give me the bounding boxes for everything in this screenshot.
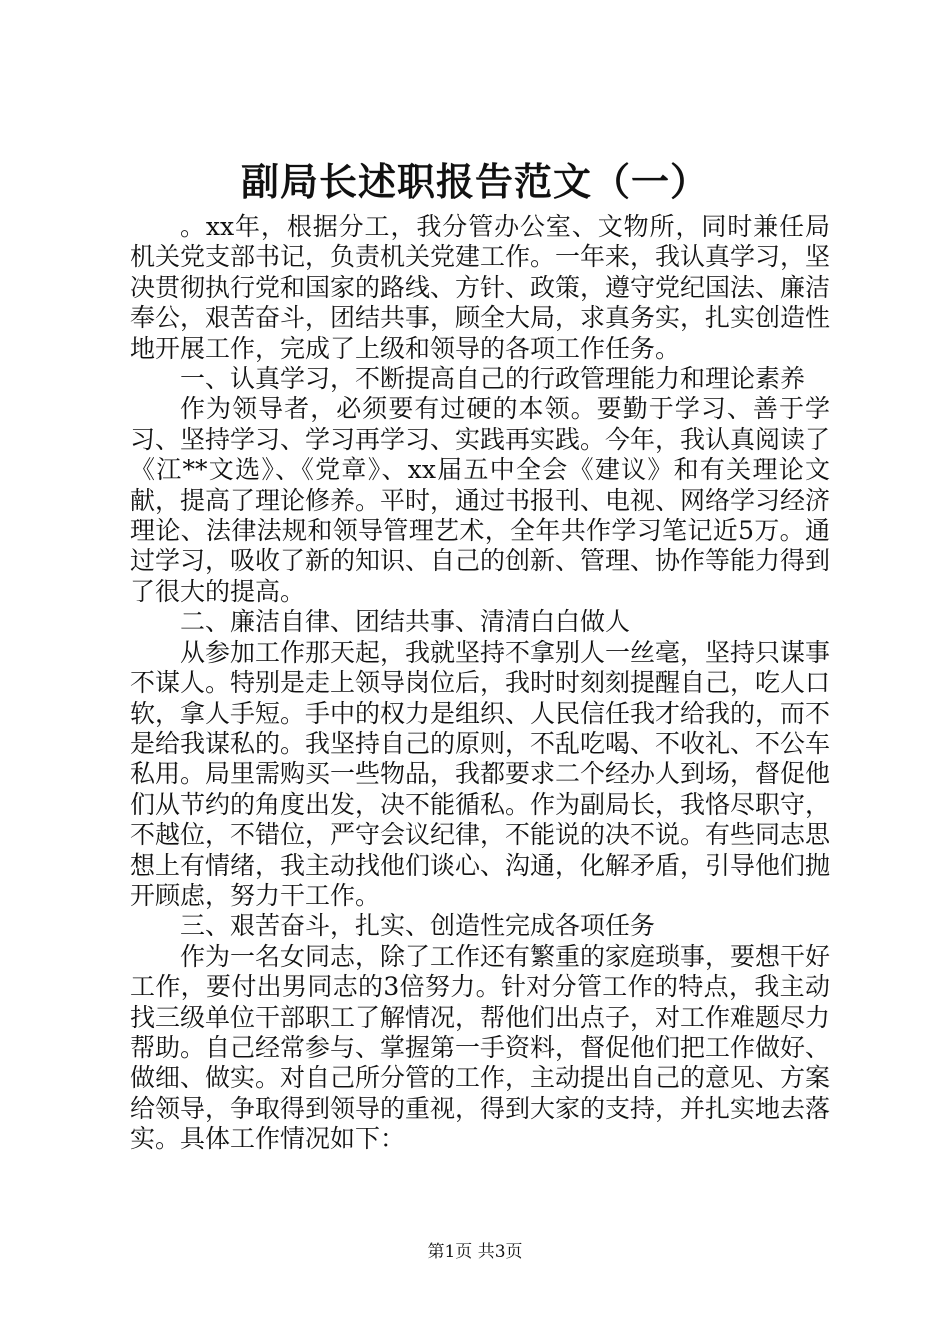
section-1-paragraph: 作为领导者，必须要有过硬的本领。要勤于学习、善于学习、坚持学习、学习再学习、实践再实践。今年，我认真阅读了《江**文选》、《党章》、xx届五中全会《建议》和有关理论文献，提高了理论修养。平时，通过书报刊、电视、网络学习经济理论、法律法规和领导管理艺术，全年共作学习笔记近5万。通过学习，吸收了新的知识、自己的创新、管理、协作等能力得到了很大的提高。 [130, 394, 831, 606]
document-title: 副局长述职报告范文（一） [240, 159, 709, 204]
document-body [130, 212, 830, 1155]
section-3-paragraph: 作为一名女同志，除了工作还有繁重的家庭琐事，要想干好工作，要付出男同志的3倍努力。针对分管工作的特点，我主动找三级单位干部职工了解情况，帮他们出点子，对工作难题尽力帮助。自己经常参与、掌握第一手资料，督促他们把工作做好、做细、做实。对自己所分管的工作，主动提出自己的意见、方案给领导，争取得到领导的重视，得到大家的支持，并扎实地去落实。具体工作情况如下： [130, 941, 831, 1154]
page-number-footer: 第1页 共3页 [427, 1242, 523, 1262]
section-1-heading: 一、认真学习，不断提高自己的行政管理能力和理论素养 [180, 364, 806, 394]
section-3-heading: 三、艰苦奋斗，扎实、创造性完成各项任务 [180, 911, 656, 941]
section-2-paragraph: 从参加工作那天起，我就坚持不拿别人一丝毫，坚持只谋事不谋人。特别是走上领导岗位后，我时时刻刻提醒自己，吃人口软，拿人手短。手中的权力是组织、人民信任我才给我的，而不是给我谋私的。我坚持自己的原则，不乱吃喝、不收礼、不公车私用。局里需购买一些物品，我都要求二个经办人到场，督促他们从节约的角度出发，决不能循私。作为副局长，我恪尽职守，不越位，不错位，严守会议纪律，不能说的决不说。有些同志思想上有情绪，我主动找他们谈心、沟通，化解矛盾，引导他们抛开顾虑，努力干工作。 [130, 637, 831, 910]
section-2-heading: 二、廉洁自律、团结共事、清清白白做人 [180, 607, 631, 637]
intro-paragraph: 。xx年，根据分工，我分管办公室、文物所，同时兼任局机关党支部书记，负责机关党建工作。一年来，我认真学习，坚决贯彻执行党和国家的路线、方针、政策，遵守党纪国法、廉洁奉公，艰苦奋斗，团结共事，顾全大局，求真务实，扎实创造性地开展工作，完成了上级和领导的各项工作任务。 [130, 212, 831, 363]
